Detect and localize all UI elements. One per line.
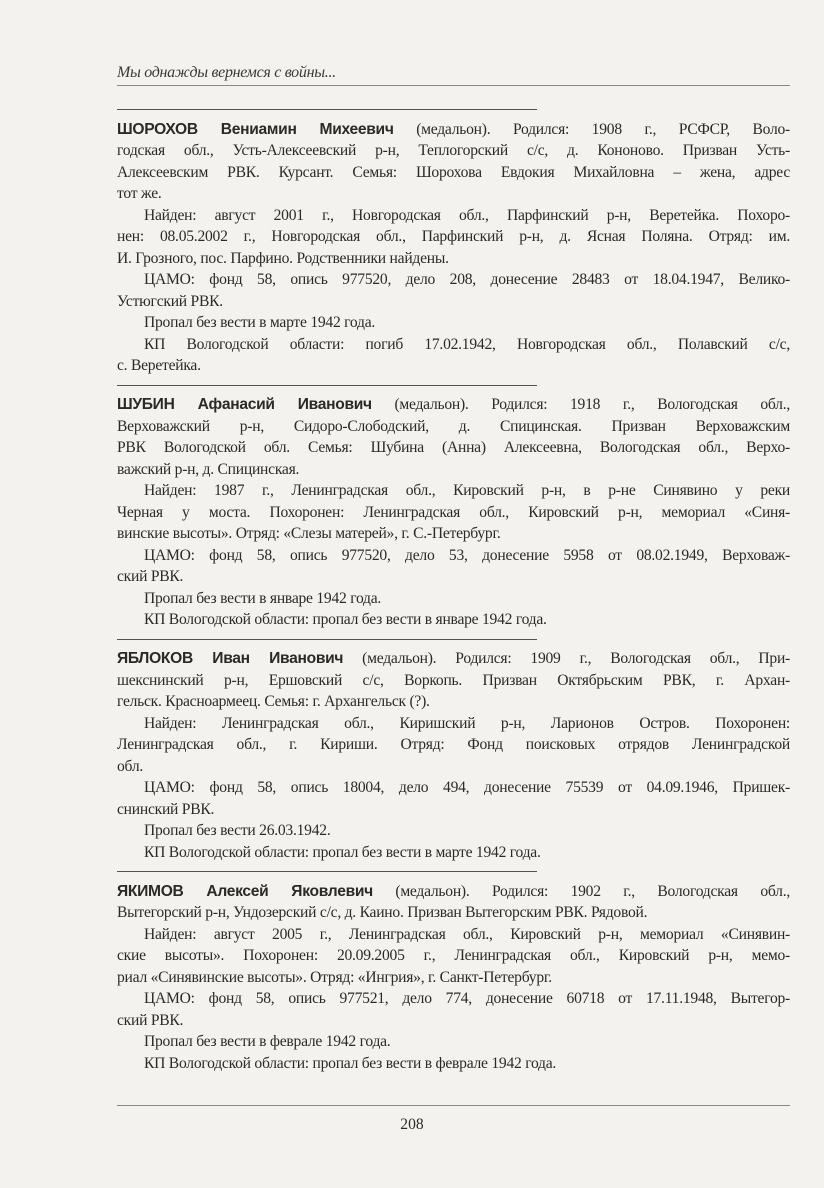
entries-list xyxy=(117,101,790,1074)
line-text: с. Веретейка. xyxy=(117,357,201,374)
line-text: (медальон). Родился: 1918 г., Вологодская обл., xyxy=(394,396,790,413)
line-text: КП Вологодской области: пропал без вести в феврале 1942 года. xyxy=(144,1054,557,1072)
text-line xyxy=(117,248,790,270)
entry-paragraph xyxy=(117,588,790,610)
entry-paragraph xyxy=(117,648,790,713)
entry-paragraph xyxy=(117,988,790,1031)
text-line xyxy=(117,416,790,438)
line-text: Найден: Ленинградская обл., Киришский р-н, Ларионов Остров. Похоронен: xyxy=(144,714,790,732)
entry-paragraph xyxy=(117,334,790,377)
header-rule xyxy=(117,85,790,86)
text-line xyxy=(117,1053,790,1075)
text-line xyxy=(117,609,790,631)
line-text: Устюгский РВК. xyxy=(117,292,223,310)
line-text: снинский РВК. xyxy=(117,800,215,818)
entry-separator xyxy=(117,871,537,872)
entry-paragraph xyxy=(117,820,790,842)
line-text: Пропал без вести в марте 1942 года. xyxy=(144,314,376,331)
line-text: Ленинградская обл., г. Кириши. Отряд: Фонд поисковых отрядов Ленинградской xyxy=(117,736,790,753)
line-text: Пропал без вести в феврале 1942 года. xyxy=(144,1033,391,1050)
line-text: Верховажский р-н, Сидоро-Слободский, д. Спицинская. Призван Верховажским xyxy=(117,417,790,435)
line-text: ский РВК. xyxy=(117,1011,184,1029)
line-text: Пропал без вести 26.03.1942. xyxy=(144,822,331,839)
line-text: КП Вологодской области: пропал без вести в январе 1942 года. xyxy=(144,611,547,628)
text-line xyxy=(117,988,790,1010)
text-line xyxy=(117,502,790,524)
text-line xyxy=(117,183,790,205)
text-line xyxy=(117,967,790,989)
line-text: Черная у моста. Похоронен: Ленинградская обл., Кировский р-н, мемориал «Синя- xyxy=(117,503,790,521)
entry-paragraph xyxy=(117,394,790,480)
text-line xyxy=(117,691,790,713)
line-text: ЦАМО: фонд 58, опись 977520, дело 208, донесение 28483 от 18.04.1947, Велико- xyxy=(144,271,790,288)
person-name: ШОРОХОВ Вениамин Михеевич xyxy=(117,120,394,138)
text-line xyxy=(117,820,790,842)
text-line xyxy=(117,881,790,903)
entry-separator xyxy=(117,385,537,386)
line-text: Вытегорский р-н, Ундозерский с/с, д. Каино. Призван Вытегорским РВК. Рядовой. xyxy=(117,904,648,921)
line-text: винские высоты». Отряд: «Слезы матерей», г. С.-Петербург. xyxy=(117,525,501,542)
entry-paragraph xyxy=(117,609,790,631)
text-line xyxy=(117,355,790,377)
text-line xyxy=(117,269,790,291)
text-line xyxy=(117,588,790,610)
text-line xyxy=(117,162,790,184)
text-line xyxy=(117,902,790,924)
text-line xyxy=(117,799,790,821)
line-text: годская обл., Усть-Алексеевский р-н, Теплогорский с/с, д. Кононово. Призван Усть- xyxy=(117,142,790,159)
text-line xyxy=(117,291,790,313)
text-line xyxy=(117,312,790,334)
text-line xyxy=(117,1010,790,1032)
entry xyxy=(117,648,790,863)
text-line xyxy=(117,945,790,967)
text-line xyxy=(117,713,790,735)
page-number: 208 xyxy=(400,1116,424,1133)
text-line xyxy=(117,756,790,778)
text-line xyxy=(117,205,790,227)
line-text: РВК Вологодской обл. Семья: Шубина (Анна) Алексеевна, Вологодская обл., Верхо- xyxy=(117,439,790,456)
text-line xyxy=(117,119,790,141)
line-text: гельск. Красноармеец. Семья: г. Архангельск (?). xyxy=(117,693,430,710)
line-text: ские высоты». Похоронен: 20.09.2005 г., Ленинградская обл., Кировский р-н, мемо- xyxy=(117,947,790,964)
entry xyxy=(117,394,790,631)
entry xyxy=(117,119,790,377)
line-text: ЦАМО: фонд 58, опись 18004, дело 494, донесение 75539 от 04.09.1946, Пришек- xyxy=(144,779,790,796)
entry-paragraph xyxy=(117,713,790,778)
line-text: Найден: август 2001 г., Новгородская обл., Парфинский р-н, Веретейка. Похоро- xyxy=(144,206,790,224)
text-line xyxy=(117,566,790,588)
text-line xyxy=(117,394,790,416)
line-text: И. Грозного, пос. Парфино. Родственники найдены. xyxy=(117,249,449,267)
text-line xyxy=(117,924,790,946)
entry-paragraph xyxy=(117,545,790,588)
line-text: нен: 08.05.2002 г., Новгородская обл., Парфинский р-н, д. Ясная Поляна. Отряд: им. xyxy=(117,228,790,245)
entry-paragraph xyxy=(117,269,790,312)
text-line xyxy=(117,140,790,162)
entry-separator xyxy=(117,639,537,640)
text-line xyxy=(117,545,790,567)
text-line xyxy=(117,648,790,670)
text-line xyxy=(117,734,790,756)
line-text: Найден: август 2005 г., Ленинградская обл., Кировский р-н, мемориал «Синявин- xyxy=(144,925,790,943)
person-name: ЯКИМОВ Алексей Яковлевич xyxy=(117,882,373,900)
person-name: ШУБИН Афанасий Иванович xyxy=(117,396,372,413)
entry-paragraph xyxy=(117,480,790,545)
text-line xyxy=(117,437,790,459)
line-text: ЦАМО: фонд 58, опись 977521, дело 774, донесение 60718 от 17.11.1948, Вытегор- xyxy=(144,990,790,1007)
entry-paragraph xyxy=(117,1031,790,1053)
text-line xyxy=(117,523,790,545)
text-line xyxy=(117,334,790,356)
text-line xyxy=(117,670,790,692)
line-text: (медальон). Родился: 1909 г., Вологодская обл., При- xyxy=(362,650,790,667)
line-text: Алексеевским РВК. Курсант. Семья: Шорохова Евдокия Михайловна – жена, адрес xyxy=(117,163,790,181)
entry-paragraph xyxy=(117,1053,790,1075)
line-text: КП Вологодской области: пропал без вести в марте 1942 года. xyxy=(144,843,541,861)
entry-paragraph xyxy=(117,881,790,924)
entry-paragraph xyxy=(117,777,790,820)
line-text: тот же. xyxy=(117,185,162,202)
line-text: ЦАМО: фонд 58, опись 977520, дело 53, донесение 5958 от 08.02.1949, Верховаж- xyxy=(144,546,790,564)
text-line xyxy=(117,777,790,799)
text-line xyxy=(117,1031,790,1053)
line-text: важский р-н, д. Спицинская. xyxy=(117,460,300,478)
line-text: Пропал без вести в январе 1942 года. xyxy=(144,589,382,607)
entry-paragraph xyxy=(117,312,790,334)
line-text: ский РВК. xyxy=(117,568,184,585)
text-line xyxy=(117,842,790,864)
line-text: КП Вологодской области: погиб 17.02.1942, Новгородская обл., Полавский с/с, xyxy=(144,335,790,353)
line-text: риал «Синявинские высоты». Отряд: «Ингрия», г. Санкт-Петербург. xyxy=(117,968,552,986)
entry-paragraph xyxy=(117,119,790,205)
entry-paragraph xyxy=(117,842,790,864)
footer-rule xyxy=(117,1105,790,1106)
entry-paragraph xyxy=(117,924,790,989)
line-text: шекснинский р-н, Ершовский с/с, Воркопь. Призван Октябрьским РВК, г. Архан- xyxy=(117,671,790,689)
entry-separator xyxy=(117,109,537,110)
line-text: Найден: 1987 г., Ленинградская обл., Кировский р-н, в р-не Синявино у реки xyxy=(144,482,790,499)
person-name: ЯБЛОКОВ Иван Иванович xyxy=(117,650,344,667)
running-header: Мы однажды вернемся с войны... xyxy=(117,64,336,81)
entry-paragraph xyxy=(117,205,790,270)
line-text: (медальон). Родился: 1908 г., РСФСР, Воло- xyxy=(416,120,790,138)
line-text: обл. xyxy=(117,757,144,775)
text-line xyxy=(117,459,790,481)
entry xyxy=(117,881,790,1075)
text-line xyxy=(117,480,790,502)
text-line xyxy=(117,226,790,248)
line-text: (медальон). Родился: 1902 г., Вологодская обл., xyxy=(395,882,790,900)
